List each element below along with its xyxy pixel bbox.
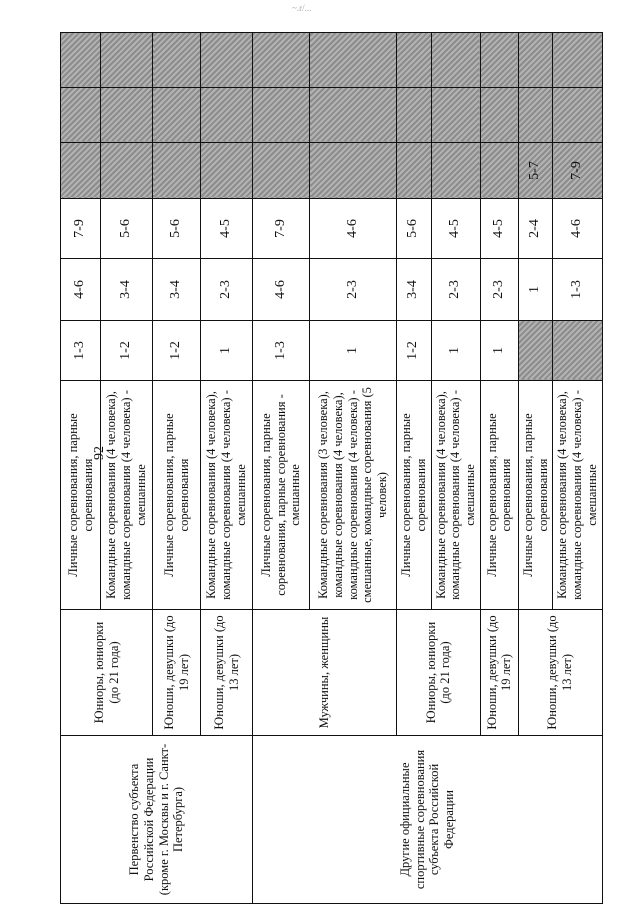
place-range-cell: 4-6 — [253, 259, 310, 321]
place-range-cell: 7-9 — [61, 199, 101, 259]
shaded-cell — [518, 88, 553, 143]
place-range-cell: 4-5 — [431, 199, 480, 259]
discipline-cell: Командные соревнования (4 человека), командные соревнования (4 человека) - смешанные — [553, 381, 602, 610]
discipline-cell: Личные соревнования, парные соревнования — [153, 381, 201, 610]
place-range-cell: 1-2 — [101, 321, 153, 381]
place-range-cell: 1 — [518, 259, 553, 321]
place-range-cell: 4-6 — [553, 199, 602, 259]
place-range-cell: 1-3 — [253, 321, 310, 381]
place-range-cell: 2-3 — [480, 259, 518, 321]
place-range-cell: 7-9 — [553, 143, 602, 199]
place-range-cell: 4-5 — [480, 199, 518, 259]
shaded-cell — [518, 33, 553, 88]
place-range-cell: 1 — [310, 321, 397, 381]
discipline-cell: Личные соревнования, парные соревнования — [518, 381, 553, 610]
shaded-cell — [518, 321, 553, 381]
shaded-cell — [201, 88, 253, 143]
shaded-cell — [310, 33, 397, 88]
place-range-cell: 1-3 — [61, 321, 101, 381]
age-group-cell: Юноши, девушки (до 19 лет) — [480, 610, 518, 736]
age-group-cell: Юноши, девушки (до 13 лет) — [201, 610, 253, 736]
age-group-cell: Юноши, девушки (до 19 лет) — [153, 610, 201, 736]
shaded-cell — [253, 33, 310, 88]
shaded-cell — [431, 88, 480, 143]
shaded-cell — [480, 143, 518, 199]
shaded-cell — [431, 33, 480, 88]
shaded-cell — [153, 88, 201, 143]
page-number: 92 — [92, 446, 107, 460]
place-range-cell: 2-3 — [201, 259, 253, 321]
place-range-cell: 4-6 — [310, 199, 397, 259]
place-range-cell: 2-3 — [431, 259, 480, 321]
place-range-cell: 5-6 — [101, 199, 153, 259]
shaded-cell — [310, 88, 397, 143]
shaded-cell — [61, 88, 101, 143]
shaded-cell — [480, 33, 518, 88]
place-range-cell: 3-4 — [397, 259, 432, 321]
discipline-cell: Командные соревнования (4 человека), командные соревнования (4 человека) - смешанные — [201, 381, 253, 610]
place-range-cell: 1-2 — [153, 321, 201, 381]
shaded-cell — [201, 143, 253, 199]
place-range-cell: 2-3 — [310, 259, 397, 321]
place-range-cell: 1 — [480, 321, 518, 381]
age-group-cell: Мужчины, женщины — [253, 610, 397, 736]
rotated-table-container — [60, 33, 599, 904]
shaded-cell — [101, 143, 153, 199]
discipline-cell: Личные соревнования, парные соревнования, парные соревнования - смешанные — [253, 381, 310, 610]
shaded-cell — [61, 33, 101, 88]
shaded-cell — [480, 88, 518, 143]
shaded-cell — [431, 143, 480, 199]
place-range-cell: 7-9 — [253, 199, 310, 259]
shaded-cell — [253, 143, 310, 199]
shaded-cell — [397, 143, 432, 199]
age-group-cell: Юниоры, юниорки (до 21 года) — [397, 610, 481, 736]
discipline-cell: Командные соревнования (4 человека), командные соревнования (4 человека) - смешанные — [431, 381, 480, 610]
competition-type-cell: Первенство субъекта Российской Федерации (кроме г. Москвы и г. Санкт-Петербурга) — [61, 736, 253, 904]
shaded-cell — [397, 88, 432, 143]
place-range-cell: 5-6 — [397, 199, 432, 259]
discipline-cell: Личные соревнования, парные соревнования — [397, 381, 432, 610]
place-range-cell: 2-4 — [518, 199, 553, 259]
place-range-cell: 4-6 — [61, 259, 101, 321]
discipline-cell: Командные соревнования (3 человека), командные соревнования (4 человека), командные соревнования (4 человека) - смешанные, командные соревнования (5 человек) — [310, 381, 397, 610]
place-range-cell: 3-4 — [153, 259, 201, 321]
shaded-cell — [397, 33, 432, 88]
shaded-cell — [153, 143, 201, 199]
age-group-cell: Юноши, девушки (до 13 лет) — [518, 610, 602, 736]
place-range-cell: 5-7 — [518, 143, 553, 199]
table-row — [61, 33, 101, 904]
shaded-cell — [553, 33, 602, 88]
place-range-cell: 1 — [431, 321, 480, 381]
discipline-cell: Личные соревнования, парные соревнования — [61, 381, 101, 610]
place-range-cell: 1-3 — [553, 259, 602, 321]
shaded-cell — [553, 321, 602, 381]
discipline-cell: Командные соревнования (4 человека), командные соревнования (4 человека) - смешанные — [101, 381, 153, 610]
shaded-cell — [61, 143, 101, 199]
shaded-cell — [553, 88, 602, 143]
scan-artifact: ~.r/... — [292, 3, 312, 13]
table-row — [253, 33, 310, 904]
place-range-cell: 4-5 — [201, 199, 253, 259]
age-group-cell: Юниоры, юниорки (до 21 года) — [61, 610, 153, 736]
shaded-cell — [253, 88, 310, 143]
shaded-cell — [153, 33, 201, 88]
shaded-cell — [101, 88, 153, 143]
place-range-cell: 1-2 — [397, 321, 432, 381]
place-range-cell: 1 — [201, 321, 253, 381]
shaded-cell — [101, 33, 153, 88]
ranking-table — [60, 32, 603, 904]
place-range-cell: 3-4 — [101, 259, 153, 321]
shaded-cell — [310, 143, 397, 199]
shaded-cell — [201, 33, 253, 88]
competition-type-cell: Другие официальные спортивные соревнования субъекта Российской Федерации — [253, 736, 603, 904]
discipline-cell: Личные соревнования, парные соревнования — [480, 381, 518, 610]
place-range-cell: 5-6 — [153, 199, 201, 259]
